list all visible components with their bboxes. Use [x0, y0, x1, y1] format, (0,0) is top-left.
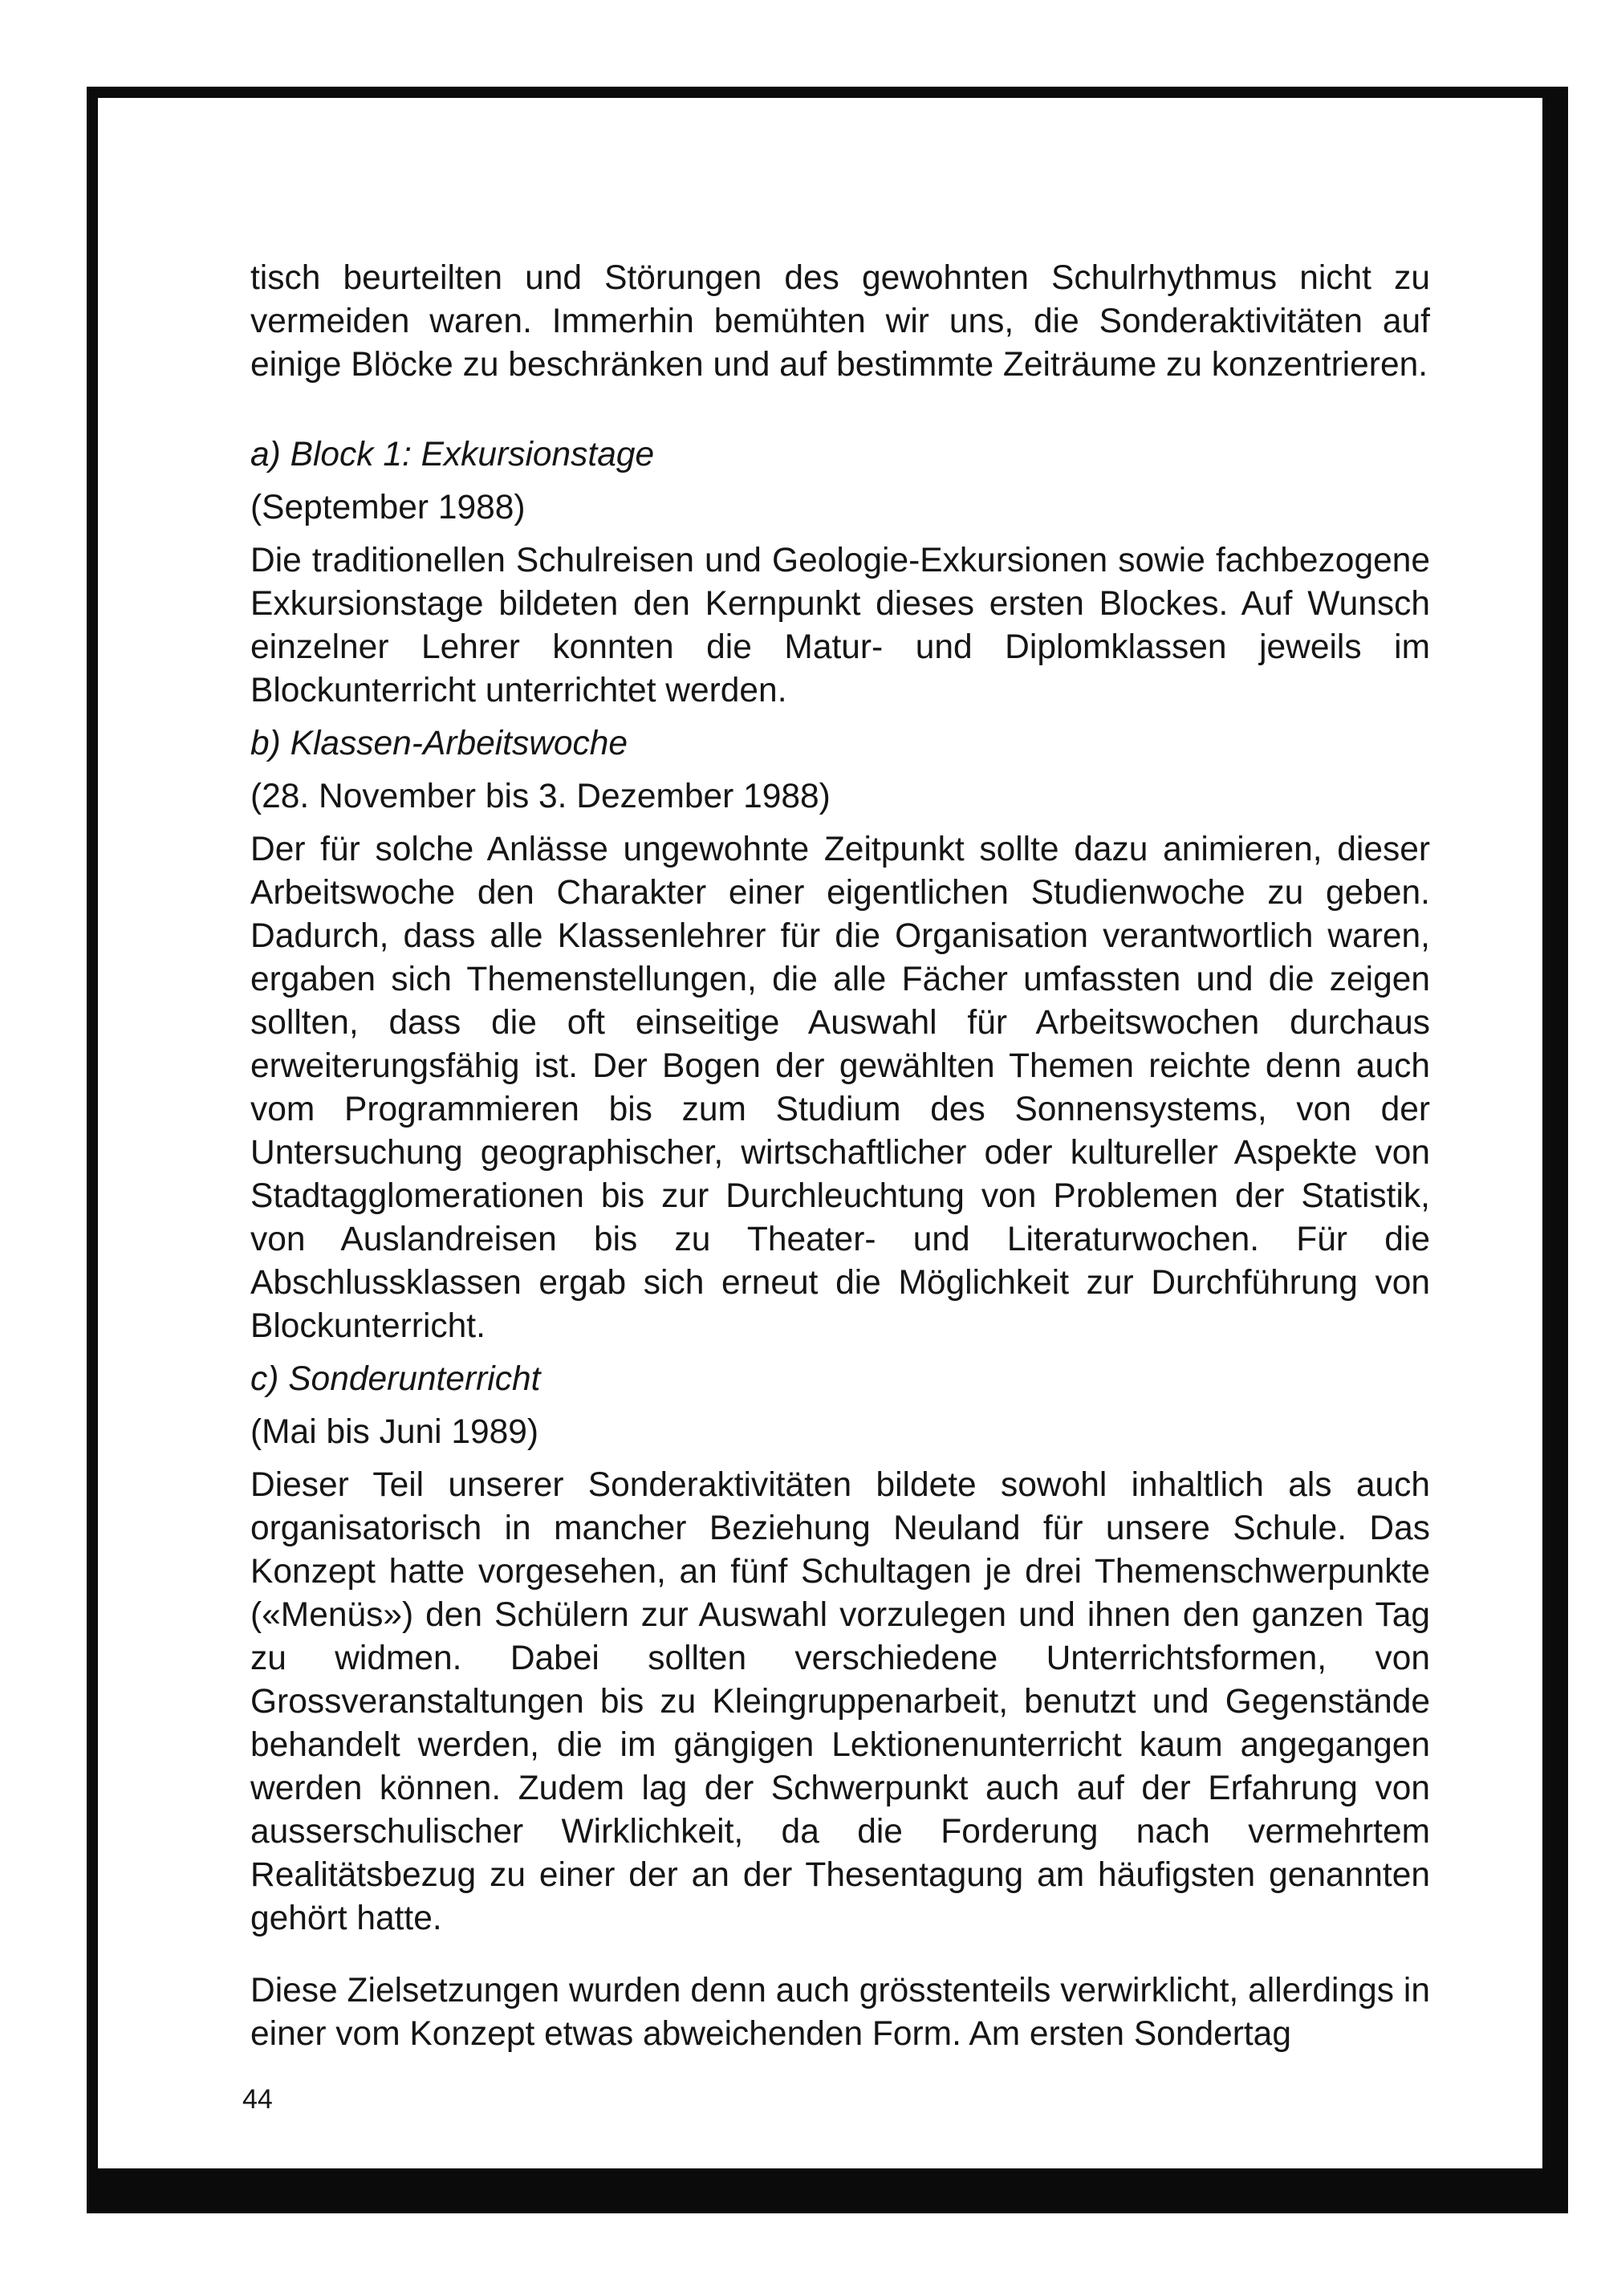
section-c-heading: c) Sonderunterricht	[250, 1360, 541, 1398]
section-b-heading: b) Klassen-Arbeitswoche	[250, 725, 628, 762]
document-page	[98, 98, 1542, 2168]
spacer	[250, 819, 1430, 828]
section-a-date: (September 1988)	[250, 489, 526, 526]
spacer	[250, 1454, 1430, 1464]
section-b-text: Der für solche Anlässe ungewohnte Zeitpunkt sollte dazu animieren, dieser Arbeitswoche den Charakter einer eigentlichen Studienwoche zu geben. Dadurch, dass alle Klassenlehrer für die Organisation verantwortlich waren, ergaben sich Themenstellungen, die alle Fächer umfassten und die zeigen sollten, dass die oft einseitige Auswahl für Arbeitswochen durchaus erweiterungsfähig ist. Der Bogen der gewählten Themen reichte denn auch vom Programmieren bis zum Studium des Sonnensystems, von der Untersuchung geographischer, wirtschaftlicher oder kultureller Aspekte von Stadtagglomerationen bis zur Durchleuchtung von Problemen der Statistik, von Auslandreisen bis zu Theater- und Literaturwochen. Für die Abschlussklassen ergab sich erneut die Möglichkeit zur Durchführung von Blockunterricht.	[250, 831, 1430, 1345]
section-b-date: (28. November bis 3. Dezember 1988)	[250, 778, 831, 815]
spacer	[250, 713, 1430, 722]
spacer	[250, 1401, 1430, 1411]
spacer	[250, 1348, 1430, 1358]
section-c-text: Dieser Teil unserer Sonderaktivitäten bildete sowohl inhaltlich als auch organisatorisch in mancher Beziehung Neuland für unsere Schule. Das Konzept hatte vorgesehen, an fünf Schultagen je drei Themenschwerpunkte («Menüs») den Schülern zur Auswahl vorzulegen und ihnen den ganzen Tag zu widmen. Dabei sollten verschiedene Unterrichtsformen, von Grossveranstaltungen bis zu Kleingruppenarbeit, benutzt und Gegenstände behandelt werden, die im gängigen Lektionenunterricht kaum angegangen werden können. Zudem lag der Schwerpunkt auch auf der Erfahrung von ausserschulischer Wirklichkeit, da die Forderung nach vermehrtem Realitätsbezug zu einer der an der Thesentagung am häufigsten genannten gehört hatte.	[250, 1466, 1430, 1937]
spacer	[250, 387, 1430, 433]
spacer	[250, 766, 1430, 775]
spacer	[250, 530, 1430, 539]
section-a-text: Die traditionellen Schulreisen und Geologie-Exkursionen sowie fachbezogene Exkursionstage bildeten den Kernpunkt dieses ersten Blockes. Auf Wunsch einzelner Lehrer konnten die Matur- und Diplomklassen jeweils im Blockunterricht unterrichtet werden.	[250, 542, 1430, 709]
page-number: 44	[242, 2084, 273, 2115]
intro-paragraph: tisch beurteilten und Störungen des gewohnten Schulrhythmus nicht zu vermeiden waren. Immerhin bemühten wir uns, die Sonderaktivitäten auf einige Blöcke zu beschränken und auf bestimmte Zeiträume zu konzentrieren.	[250, 259, 1430, 384]
closing-paragraph: Diese Zielsetzungen wurden denn auch grösstenteils verwirklicht, allerdings in einer vom Konzept etwas abweichenden Form. Am ersten Sondertag	[250, 1972, 1430, 2053]
body-text	[250, 257, 1430, 2056]
section-c-date: (Mai bis Juni 1989)	[250, 1413, 539, 1451]
section-a-heading: a) Block 1: Exkursionstage	[250, 436, 655, 473]
spacer	[250, 477, 1430, 486]
spacer	[250, 1940, 1430, 1969]
